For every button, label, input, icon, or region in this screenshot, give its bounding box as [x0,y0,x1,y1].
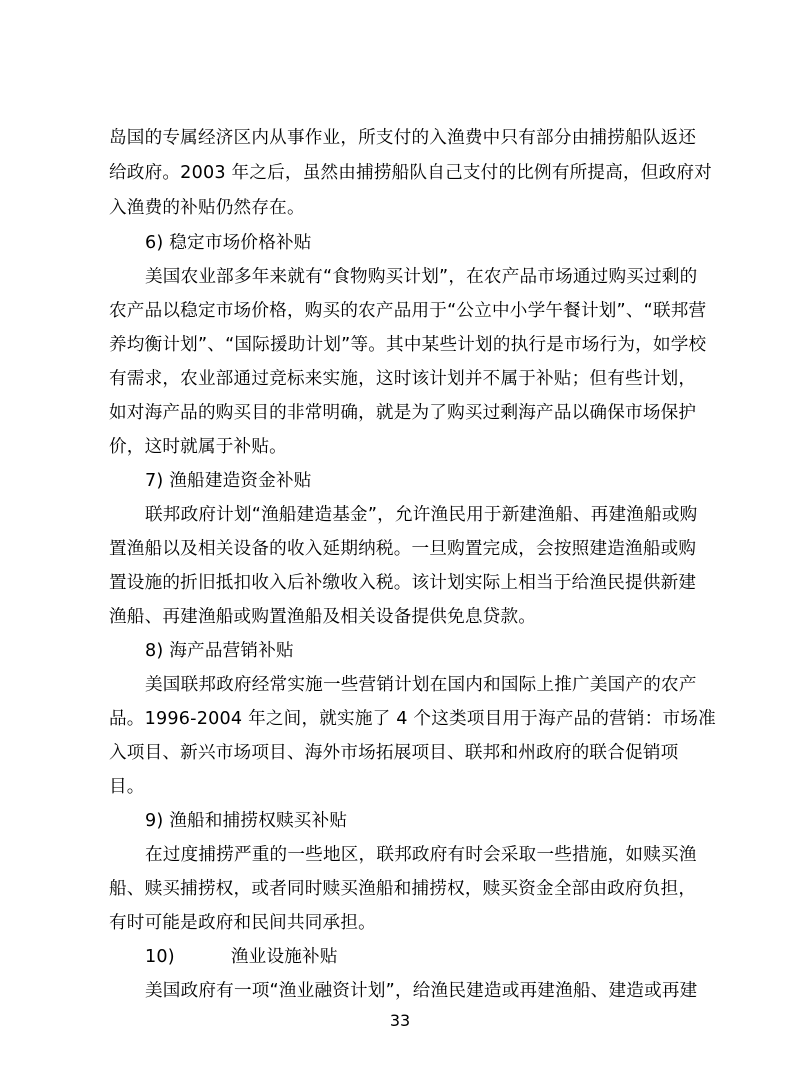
text-line: 置渔船以及相关设备的收入延期纳税。一旦购置完成，会按照建造渔船或购 [109,539,697,559]
text-line: 渔船、再建渔船或购置渔船及相关设备提供免息贷款。 [109,607,537,627]
text-line: 入渔费的补贴仍然存在。 [109,198,305,218]
text-line: 如对海产品的购买目的非常明确，就是为了购买过剩海产品以确保市场保护 [109,403,697,423]
section-heading-8: 8) 海产品营销补贴 [145,641,294,661]
text-line: 船、赎买捕捞权，或者同时赎买渔船和捕捞权，赎买资金全部由政府负担， [109,879,697,899]
heading-number: 10) [145,947,175,967]
text-line: 农产品以稳定市场价格，购买的农产品用于“公立中小学午餐计划”、“联邦营 [109,301,707,321]
text-line: 给政府。2003 年之后，虽然由捕捞船队自己支付的比例有所提高，但政府对 [109,163,712,183]
text-line: 岛国的专属经济区内从事作业，所支付的入渔费中只有部分由捕捞船队返还 [109,128,697,148]
text-line: 联邦政府计划“渔船建造基金”，允许渔民用于新建渔船、再建渔船或购 [145,505,698,525]
text-line: 目。 [109,777,145,797]
text-line: 美国联邦政府经常实施一些营销计划在国内和国际上推广美国产的农产 [145,675,697,695]
text-line: 养均衡计划”、“国际援助计划”等。其中某些计划的执行是市场行为，如学校 [109,335,707,355]
text-line: 入项目、新兴市场项目、海外市场拓展项目、联邦和州政府的联合促销项 [109,743,679,763]
heading-title: 渔业设施补贴 [230,947,338,967]
page-number: 33 [389,1011,411,1030]
text-line: 美国农业部多年来就有“食物购买计划”，在农产品市场通过购买过剩的 [145,267,698,287]
text-line: 美国政府有一项“渔业融资计划”，给渔民建造或再建渔船、建造或再建 [145,981,698,1001]
text-line: 有时可能是政府和民间共同承担。 [109,913,376,933]
section-heading-6: 6) 稳定市场价格补贴 [145,233,312,253]
section-heading-10 [145,946,730,968]
section-heading-7: 7) 渔船建造资金补贴 [145,471,312,491]
text-line: 在过度捕捞严重的一些地区，联邦政府有时会采取一些措施，如赎买渔 [145,845,697,865]
text-line: 置设施的折旧抵扣收入后补缴收入税。该计划实际上相当于给渔民提供新建 [109,573,697,593]
text-line: 有需求，农业部通过竞标来实施，这时该计划并不属于补贴；但有些计划， [109,369,697,389]
text-line: 价，这时就属于补贴。 [109,437,287,457]
section-heading-9: 9) 渔船和捕捞权赎买补贴 [145,811,348,831]
text-line: 品。1996-2004 年之间，就实施了 4 个这类项目用于海产品的营销：市场准 [109,709,716,729]
